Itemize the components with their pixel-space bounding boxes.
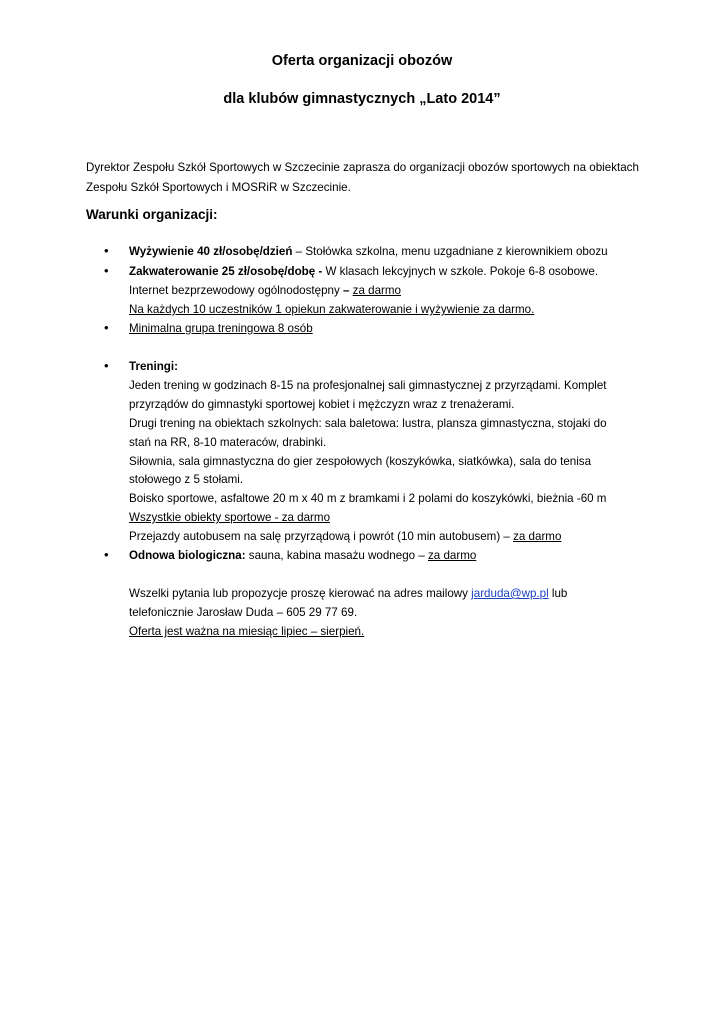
bio-text: sauna, kabina masażu wodnego – xyxy=(245,549,428,562)
training-line: Drugi trening na obiektach szkolnych: sala baletowa: lustra, plansza gimnastyczna, stojaki do xyxy=(129,417,607,430)
internet-free: za darmo xyxy=(352,284,401,297)
lodging-text: W klasach lekcyjnych w szkole. Pokoje 6-8 osobowe. xyxy=(322,265,599,278)
bullet-icon: • xyxy=(104,243,109,258)
training-line: stołowego z 5 stołami. xyxy=(129,473,244,486)
transport-text: Przejazdy autobusem na salę przyrządową i powrót (10 min autobusem) xyxy=(129,530,501,543)
bullet-icon: • xyxy=(104,358,109,373)
bio-item xyxy=(129,548,476,563)
email-link[interactable]: jarduda@wp.pl xyxy=(471,587,549,600)
transport-line xyxy=(129,529,561,544)
contact-line-1 xyxy=(129,586,567,601)
contact-text: Wszelki pytania lub propozycje proszę kierować na adres mailowy xyxy=(129,587,472,600)
contact-tail: lub xyxy=(548,587,568,600)
document-subtitle: dla klubów gimnastycznych „Lato 2014” xyxy=(223,91,501,107)
training-line: Boisko sportowe, asfaltowe 20 m x 40 m z bramkami i 2 polami do koszykówki, bieżnia -60 m xyxy=(129,492,607,505)
bullet-icon: • xyxy=(104,320,109,335)
validity-line: Oferta jest ważna na miesiąc lipiec – sierpień. xyxy=(129,625,365,638)
food-text: – Stołówka szkolna, menu uzgadniane z kierownikiem obozu xyxy=(292,245,608,258)
internet-dash: – xyxy=(339,284,353,297)
lodging-label: Zakwaterowanie 25 zł/osobę/dobę - xyxy=(129,265,323,278)
min-group-item: Minimalna grupa treningowa 8 osób xyxy=(129,322,313,335)
food-item xyxy=(129,244,608,259)
internet-line xyxy=(129,283,401,298)
training-line: stań na RR, 8-10 materaców, drabinki. xyxy=(129,436,327,449)
internet-text: Internet bezprzewodowy ogólnodostępny xyxy=(129,284,340,297)
bio-free: za darmo xyxy=(427,549,477,562)
food-label: Wyżywienie 40 zł/osobę/dzień xyxy=(129,245,293,258)
training-line: Jeden trening w godzinach 8-15 na profesjonalnej sali gimnastycznej z przyrządami. Komplet xyxy=(129,379,607,392)
document-title: Oferta organizacji obozów xyxy=(271,53,453,69)
bullet-icon: • xyxy=(104,263,109,278)
training-line: przyrządów do gimnastyki sportowej kobiet i mężczyzn wraz z trenażerami. xyxy=(129,398,515,411)
bio-label: Odnowa biologiczna: xyxy=(129,549,246,562)
training-line: Siłownia, sala gimnastyczna do gier zespołowych (koszykówka, siatkówka), sala do tenisa xyxy=(129,455,592,468)
lodging-item xyxy=(129,264,598,279)
transport-free: za darmo xyxy=(513,530,562,543)
transport-dash: – xyxy=(500,530,514,543)
guardian-line: Na każdych 10 uczestników 1 opiekun zakwaterowanie i wyżywienie za darmo. xyxy=(129,303,535,316)
conditions-heading: Warunki organizacji: xyxy=(86,207,218,222)
contact-line-2: telefonicznie Jarosław Duda – 605 29 77 69. xyxy=(129,606,358,619)
training-label: Treningi: xyxy=(129,360,178,373)
bullet-icon: • xyxy=(104,547,109,562)
all-objects-line: Wszystkie obiekty sportowe - za darmo xyxy=(129,511,331,524)
intro-paragraph: Dyrektor Zespołu Szkół Sportowych w Szczecinie zaprasza do organizacji obozów sportowych na obiektach Zespołu Szkół Sportowych i MOSRiR w Szczecinie. xyxy=(86,161,639,194)
